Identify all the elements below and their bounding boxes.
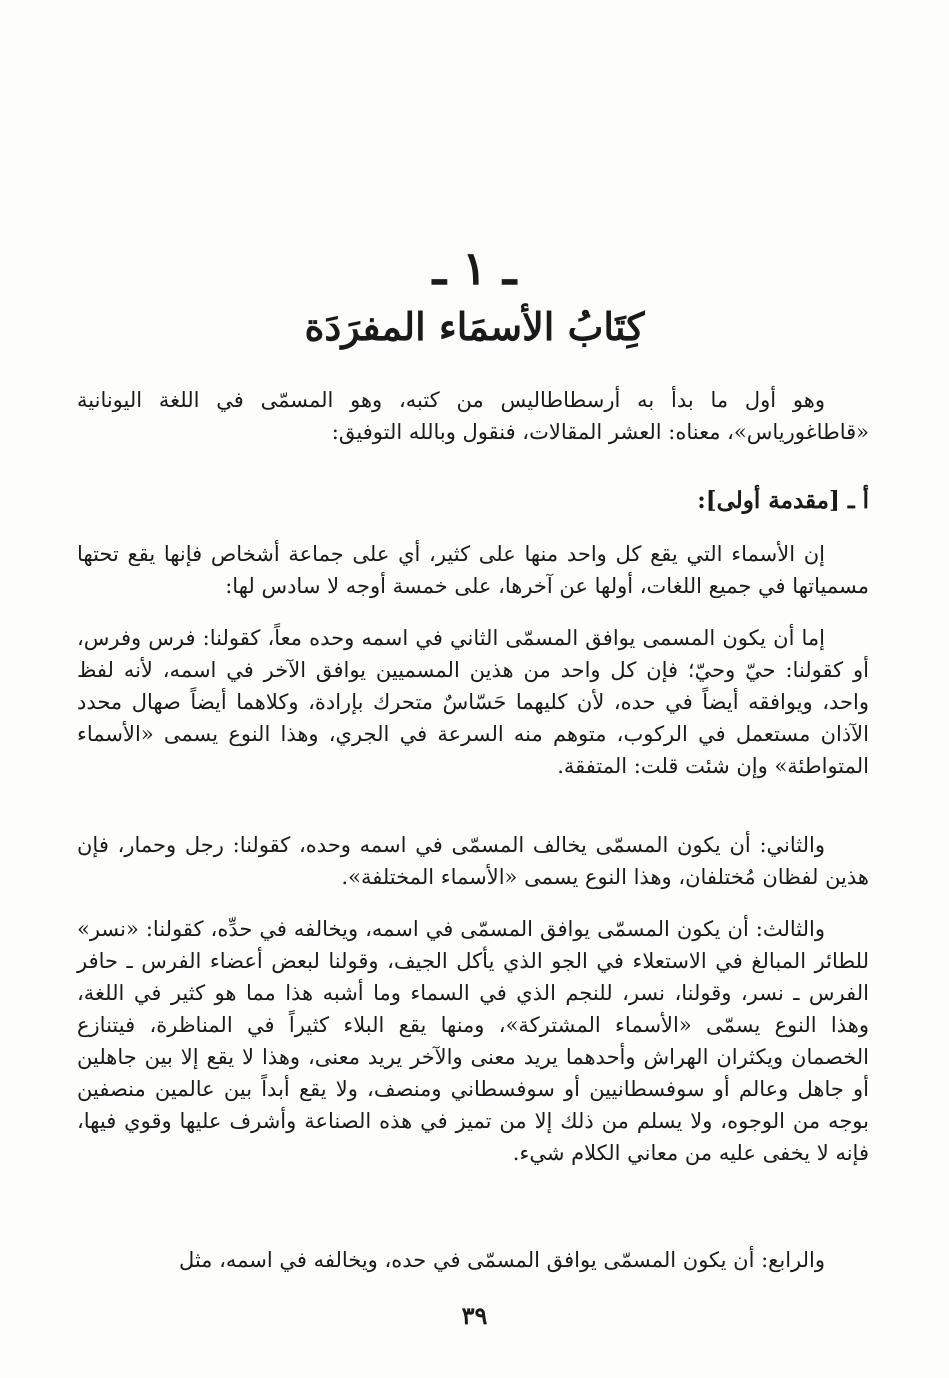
section-heading: أ ـ [مقدمة أولى]: — [697, 487, 869, 514]
paragraph-text: إن الأسماء التي يقع كل واحد منها على كثير، أي على جماعة أشخاص فإنها يقع تحتها مسمياتها في جميع اللغات، أولها عن آخرها، على خمسة أوجه لا سادس لها: — [77, 542, 869, 598]
chapter-title: كِتَابُ الأسمَاء المفرَدَة — [304, 304, 645, 349]
chapter-number: ـ ١ ـ — [432, 241, 517, 295]
paragraph-4 — [77, 913, 869, 1169]
paragraph-1 — [77, 538, 869, 602]
page-number: ٣٩ — [461, 1301, 488, 1330]
paragraph-text: والرابع: أن يكون المسمّى يوافق المسمّى في حده، ويخالفه في اسمه، مثل — [178, 1248, 825, 1272]
paragraph-text: والثالث: أن يكون المسمّى يوافق المسمّى في اسمه، ويخالفه في حدِّه، كقولنا: «نسر» للطائر المبالغ في الاستعلاء في الجو الذي يأكل الجيف، وقولنا لبعض أعضاء الفرس ـ حافر الفرس ـ نسر، وقولنا، نسر، للنجم الذي في السماء وما أشبه هذا مما هو كثير في اللغة، وهذا النوع يسمّى «الأسماء المشتركة»، ومنها يقع البلاء كثيراً في المناظرة، فيتنازع الخصمان ويكثران الهراش وأحدهما يريد معنى والآخر يريد معنى، وهذا لا يقع إلا بين جاهلين أو جاهل وعالم أو سوفسطانيين أو سوفسطاني ومنصف، ولا يقع أبداً بين عالمين منصفين بوجه من الوجوه، ولا يسلم من ذلك إلا من تميز في هذه الصناعة وأشرف عليها وقوي فيها، فإنه لا يخفى عليه من معاني الكلام شيء. — [77, 917, 869, 1165]
intro-paragraph — [77, 384, 869, 448]
intro-text: وهو أول ما بدأ به أرسطاطاليس من كتبه، وهو المسمّى في اللغة اليونانية «قاطاغورياس»، معناه: العشر المقالات، فنقول وبالله التوفيق: — [77, 388, 869, 444]
paragraph-3 — [77, 829, 869, 893]
paragraph-2 — [77, 622, 869, 782]
paragraph-text: إما أن يكون المسمى يوافق المسمّى الثاني في اسمه وحده معاً، كقولنا: فرس وفرس، أو كقولنا: حيّ وحيّ؛ فإن كل واحد من هذين المسميين يوافق الآخر في اسمه، لأنه لفظ واحد، ويوافقه أيضاً في حده، لأن كليهما حَسّاسٌ متحرك بإرادة، وكلاهما أيضاً صهال محدد الآذان مستعمل في الركوب، متوهم منه السرعة في الجري، وهذا النوع يسمى «الأسماء المتواطئة» وإن شئت قلت: المتفقة. — [77, 626, 869, 778]
paragraph-5 — [77, 1244, 869, 1276]
paragraph-text: والثاني: أن يكون المسمّى يخالف المسمّى في اسمه وحده، كقولنا: رجل وحمار، فإن هذين لفظان مُختلفان، وهذا النوع يسمى «الأسماء المختلفة». — [77, 833, 869, 889]
